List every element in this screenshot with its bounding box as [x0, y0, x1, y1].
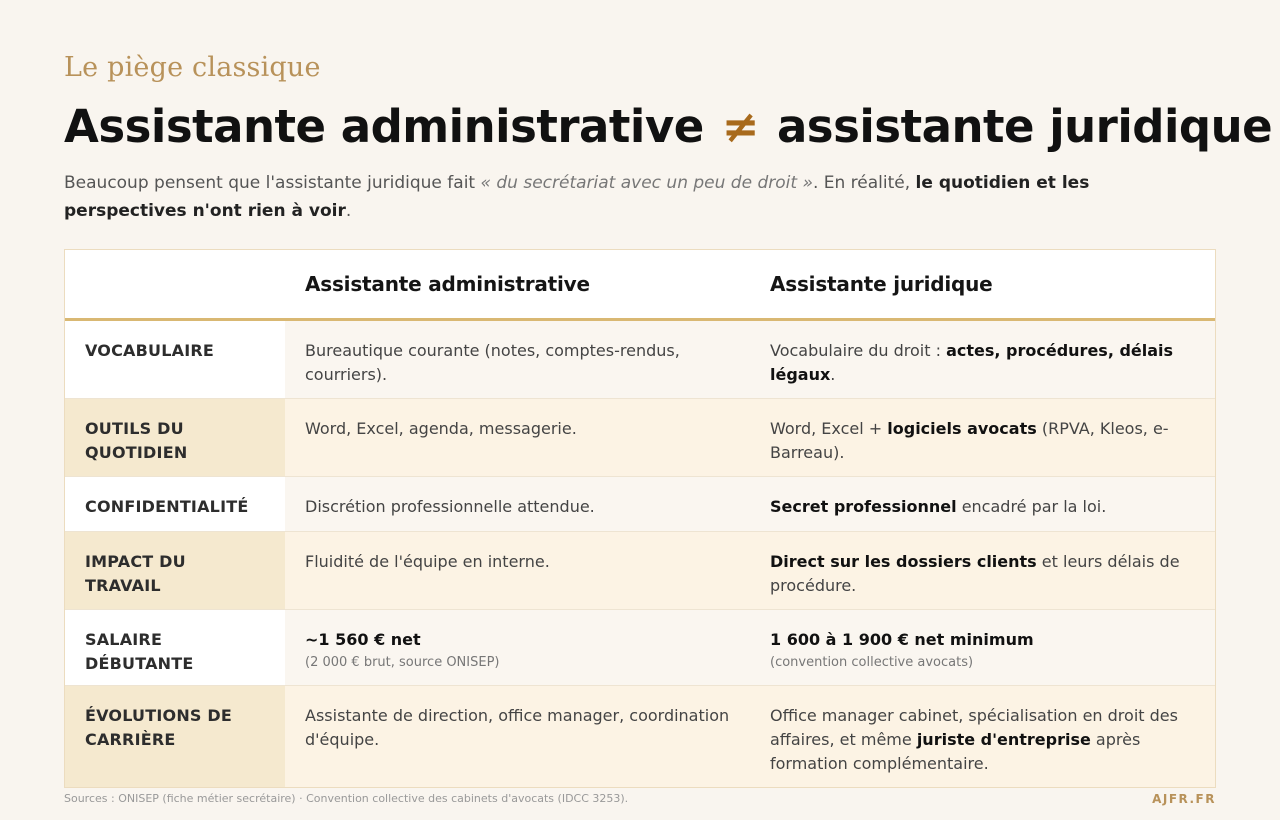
juridique-cell: Direct sur les dossiers clients et leurs délais de procédure.: [750, 532, 1215, 609]
admin-cell: Bureautique courante (notes, comptes-rendus, courriers).: [285, 321, 750, 398]
admin-cell: [285, 610, 750, 685]
row-label: ÉVOLUTIONS DE CARRIÈRE: [65, 686, 285, 787]
row-label: OUTILS DU QUOTIDIEN: [65, 399, 285, 476]
table-row: [65, 610, 1215, 686]
title-right: assistante juridique: [776, 100, 1273, 153]
table-header: [65, 250, 1215, 321]
row-label: CONFIDENTIALITÉ: [65, 477, 285, 531]
title-left: Assistante administrative: [64, 100, 704, 153]
table-row: [65, 321, 1215, 399]
header-juridique: Assistante juridique: [770, 272, 993, 296]
table-row: [65, 686, 1215, 787]
not-equal-symbol: ≠: [721, 100, 759, 153]
row-label: VOCABULAIRE: [65, 321, 285, 398]
admin-salary: ~1 560 € net: [305, 630, 421, 649]
page-title: [64, 100, 1272, 153]
intro-text-2: . En réalité,: [812, 173, 916, 193]
kicker: Le piège classique: [64, 52, 321, 83]
intro-text-1: Beaucoup pensent que l'assistante juridique fait: [64, 173, 481, 193]
header-admin: Assistante administrative: [305, 272, 590, 296]
intro-quote: « du secrétariat avec un peu de droit »: [480, 173, 813, 193]
admin-cell: Word, Excel, agenda, messagerie.: [285, 399, 750, 476]
table-row: [65, 399, 1215, 477]
table-row: [65, 532, 1215, 610]
juridique-cell: Vocabulaire du droit : actes, procédures, délais légaux.: [750, 321, 1215, 398]
intro-paragraph: [64, 169, 1164, 225]
juridique-salary-note: (convention collective avocats): [770, 655, 974, 670]
sources-footnote: Sources : ONISEP (fiche métier secrétaire) · Convention collective des cabinets d'avocats (IDCC 3253).: [64, 792, 629, 805]
admin-cell: Discrétion professionnelle attendue.: [285, 477, 750, 531]
comparison-table: [64, 249, 1216, 788]
row-label: SALAIRE DÉBUTANTE: [65, 610, 285, 685]
admin-cell: Assistante de direction, office manager, coordination d'équipe.: [285, 686, 750, 787]
brand-link[interactable]: AJFR.FR: [1152, 792, 1216, 806]
juridique-cell: [750, 610, 1215, 685]
juridique-cell: Word, Excel + logiciels avocats (RPVA, Kleos, e-Barreau).: [750, 399, 1215, 476]
juridique-cell: Secret professionnel encadré par la loi.: [750, 477, 1215, 531]
intro-emphasis: le quotidien et les perspectives n'ont rien à voir: [64, 173, 1090, 221]
juridique-cell: Office manager cabinet, spécialisation en droit des affaires, et même juriste d'entreprise après formation complémentaire.: [750, 686, 1215, 787]
row-label: IMPACT DU TRAVAIL: [65, 532, 285, 609]
admin-salary-note: (2 000 € brut, source ONISEP): [305, 655, 500, 670]
table-row: [65, 477, 1215, 532]
admin-cell: Fluidité de l'équipe en interne.: [285, 532, 750, 609]
intro-end: .: [345, 201, 352, 221]
juridique-salary: 1 600 à 1 900 € net minimum: [770, 630, 1034, 649]
